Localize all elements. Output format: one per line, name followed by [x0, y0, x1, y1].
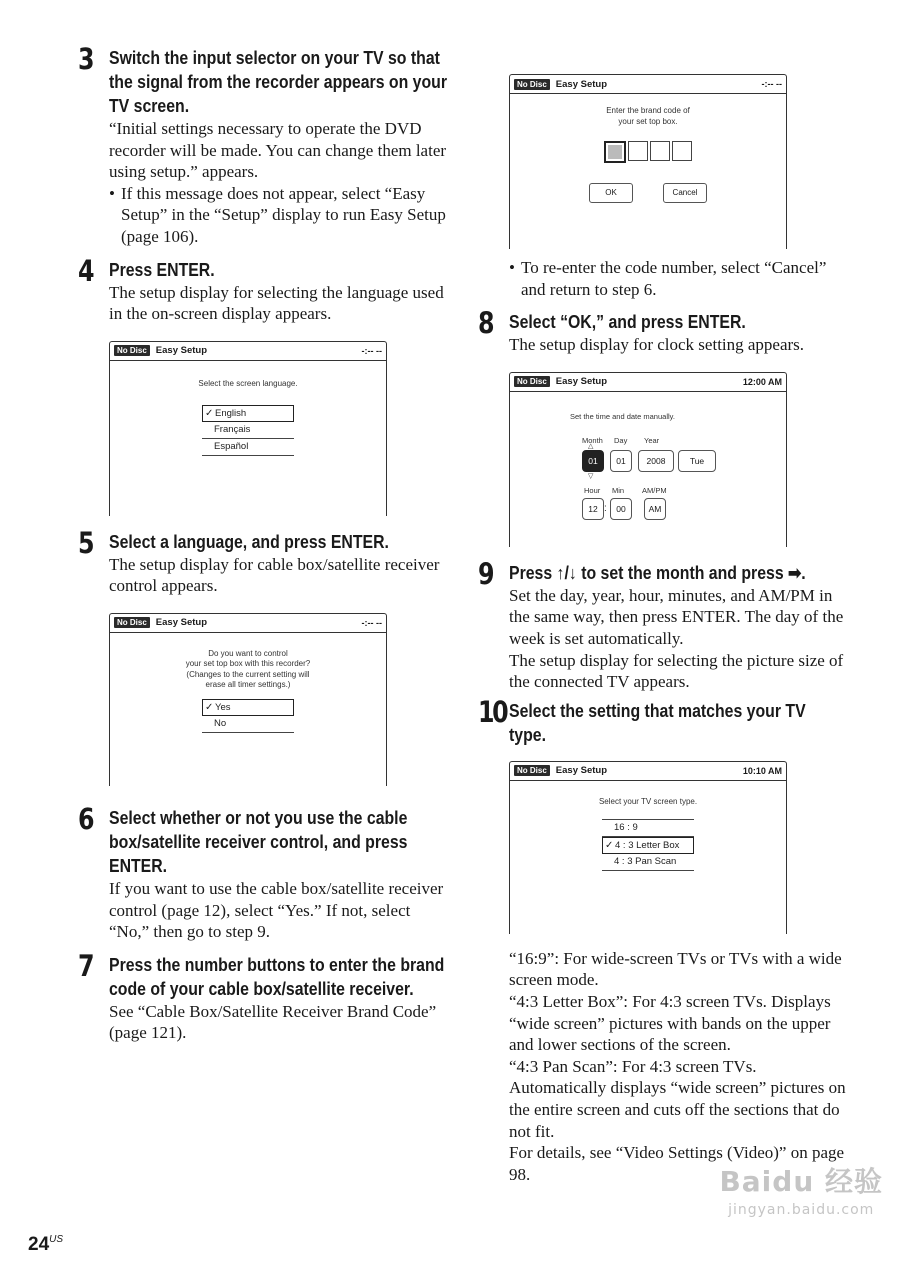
screen-prompt: Select the screen language.	[198, 378, 298, 388]
screen-title: Easy Setup	[555, 78, 608, 90]
step-number: 5	[78, 525, 93, 560]
hour-field[interactable]: 12	[582, 498, 604, 520]
step-body: See “Cable Box/Satellite Receiver Brand Code” (page 121).	[109, 1001, 437, 1043]
step-heading: Switch the input selector on your TV so that the signal from the recorder appears on your TV screen.	[109, 48, 448, 116]
step-10	[478, 694, 846, 1186]
month-label: Month	[582, 435, 603, 445]
no-disc-badge: No Disc	[514, 79, 550, 90]
day-label: Day	[614, 435, 628, 445]
menu-item-francais[interactable]: Français	[202, 422, 294, 439]
step-body: “4:3 Pan Scan”: For 4:3 screen TVs. Automatically displays “wide screen” pictures on the entire screen and cuts off the sections that do not fit.	[509, 1056, 846, 1141]
up-arrow-icon: △	[588, 442, 594, 450]
right-column	[478, 74, 846, 1191]
step-body: If you want to use the cable box/satellite receiver control (page 12), select “Yes.” If not, select “No,” then go to step 9.	[109, 878, 444, 942]
ok-button[interactable]: OK	[589, 183, 633, 203]
watermark: Baidu 经验 jingyan.baidu.com	[719, 1165, 883, 1218]
step-number: 8	[478, 306, 493, 341]
yes-no-menu	[202, 699, 294, 733]
screen-time: 10:10 AM	[742, 765, 782, 776]
check-icon: ✓	[605, 840, 614, 852]
button-row	[510, 183, 786, 203]
menu-item-espanol[interactable]: Español	[202, 439, 294, 456]
menu-item-english[interactable]: ✓ English	[202, 405, 294, 422]
step-3	[78, 42, 450, 248]
menu-item-yes[interactable]: ✓ Yes	[202, 699, 294, 716]
ampm-label: AM/PM	[642, 485, 667, 495]
brand-code-input[interactable]	[510, 141, 786, 163]
step-number: 6	[78, 801, 93, 836]
year-field[interactable]: 2008	[638, 450, 674, 472]
screen-header	[510, 75, 786, 94]
screen-time: -:-- --	[361, 617, 382, 628]
step-5	[78, 525, 450, 786]
min-field[interactable]: 00	[610, 498, 632, 520]
screen-title: Easy Setup	[155, 617, 208, 629]
screen-title: Easy Setup	[555, 376, 608, 388]
step-heading: Press ENTER.	[109, 259, 215, 280]
tv-type-screen	[509, 761, 787, 934]
day-field[interactable]: 01	[610, 450, 632, 472]
step-heading: Select a language, and press ENTER.	[109, 531, 389, 552]
step-number: 7	[78, 948, 93, 983]
down-arrow-icon: ▽	[588, 472, 594, 480]
cancel-button[interactable]: Cancel	[663, 183, 707, 203]
weekday-field: Tue	[678, 450, 716, 472]
clock-grid	[510, 398, 786, 538]
month-field[interactable]: 01	[582, 450, 604, 472]
step-body: Set the day, year, hour, minutes, and AM/PM in the same way, then press ENTER. The day of the week is set automatically.	[509, 585, 844, 648]
clock-prompt: Set the time and date manually.	[570, 411, 675, 421]
step-heading: Press the number buttons to enter the brand code of your cable box/satellite receiver.	[109, 954, 445, 999]
screen-header	[110, 342, 386, 361]
step-number: 10	[478, 694, 507, 729]
screen-prompt: Do you want to control your set top box with this recorder? (Changes to the current setting will erase all timer settings.)	[185, 648, 311, 690]
control-screen	[109, 613, 387, 786]
check-icon: ✓	[205, 408, 214, 420]
step-heading: Select whether or not you use the cable box/satellite receiver control, and press ENTER.	[109, 807, 408, 876]
check-icon: ✓	[205, 701, 214, 713]
brand-code-screen	[509, 74, 787, 249]
step-number: 4	[78, 253, 93, 288]
hour-label: Hour	[584, 485, 601, 495]
step-7-bullet: • To re-enter the code number, select “Cancel” and return to step 6.	[509, 258, 827, 299]
step-body: The setup display for cable box/satellite receiver control appears.	[109, 554, 440, 596]
menu-item-pan-scan[interactable]: 4 : 3 Pan Scan	[602, 854, 694, 871]
step-body: The setup display for clock setting appears.	[509, 335, 805, 355]
step-body: The setup display for selecting the language used in the on-screen display appears.	[109, 282, 444, 324]
screen-time: -:-- --	[361, 345, 382, 356]
menu-item-letter-box[interactable]: ✓ 4 : 3 Letter Box	[602, 837, 694, 854]
language-screen	[109, 341, 387, 516]
screen-time: -:-- --	[761, 79, 782, 89]
clock-screen	[509, 372, 787, 547]
step-8	[478, 306, 846, 547]
step-heading: Select the setting that matches your TV type.	[509, 700, 806, 745]
screen-header	[510, 373, 786, 392]
step-6	[78, 801, 450, 943]
screen-time: 12:00 AM	[742, 376, 782, 387]
screen-title: Easy Setup	[155, 345, 208, 357]
page-number: $24^{US}$	[28, 1234, 64, 1255]
screen-prompt: Select your TV screen type.	[598, 796, 698, 806]
step-bullet: • If this message does not appear, select “Easy Setup” in the “Setup” display to run Easy Setup (page 106).	[109, 183, 446, 246]
menu-item-no[interactable]: No	[202, 716, 294, 733]
step-body: “Initial settings necessary to operate the DVD recorder will be made. You can change them later using setup.” appears.	[109, 119, 447, 182]
screen-title: Easy Setup	[555, 765, 608, 777]
no-disc-badge: No Disc	[114, 617, 150, 628]
no-disc-badge: No Disc	[514, 765, 550, 776]
no-disc-badge: No Disc	[514, 376, 550, 387]
step-heading: Press ↑/↓ to set the month and press ➡.	[509, 562, 806, 583]
step-9	[478, 556, 846, 693]
screen-prompt: Enter the brand code of your set top box.	[606, 106, 690, 126]
time-separator: :	[604, 502, 607, 514]
year-label: Year	[644, 435, 660, 445]
tv-type-menu	[602, 819, 694, 871]
step-body: “4:3 Letter Box”: For 4:3 screen TVs. Displays “wide screen” pictures with bands on the upper and lower sections of the screen.	[509, 991, 831, 1055]
screen-header	[110, 614, 386, 633]
step-body: For details, see “Video Settings (Video)” on page 98.	[509, 1143, 845, 1184]
step-body: “16:9”: For wide-screen TVs or TVs with a wide screen mode.	[509, 948, 842, 990]
step-body: The setup display for selecting the picture size of the connected TV appears.	[509, 650, 844, 692]
step-4	[78, 253, 450, 516]
step-7	[78, 948, 450, 1044]
language-menu	[202, 405, 294, 456]
step-number: 9	[478, 556, 493, 591]
ampm-field[interactable]: AM	[644, 498, 666, 520]
min-label: Min	[612, 485, 625, 495]
no-disc-badge: No Disc	[114, 345, 150, 356]
step-number: 3	[78, 42, 93, 76]
screen-header	[510, 762, 786, 781]
menu-item-16-9[interactable]: 16 : 9	[602, 820, 694, 837]
step-heading: Select “OK,” and press ENTER.	[509, 312, 746, 333]
left-column	[78, 42, 450, 1050]
